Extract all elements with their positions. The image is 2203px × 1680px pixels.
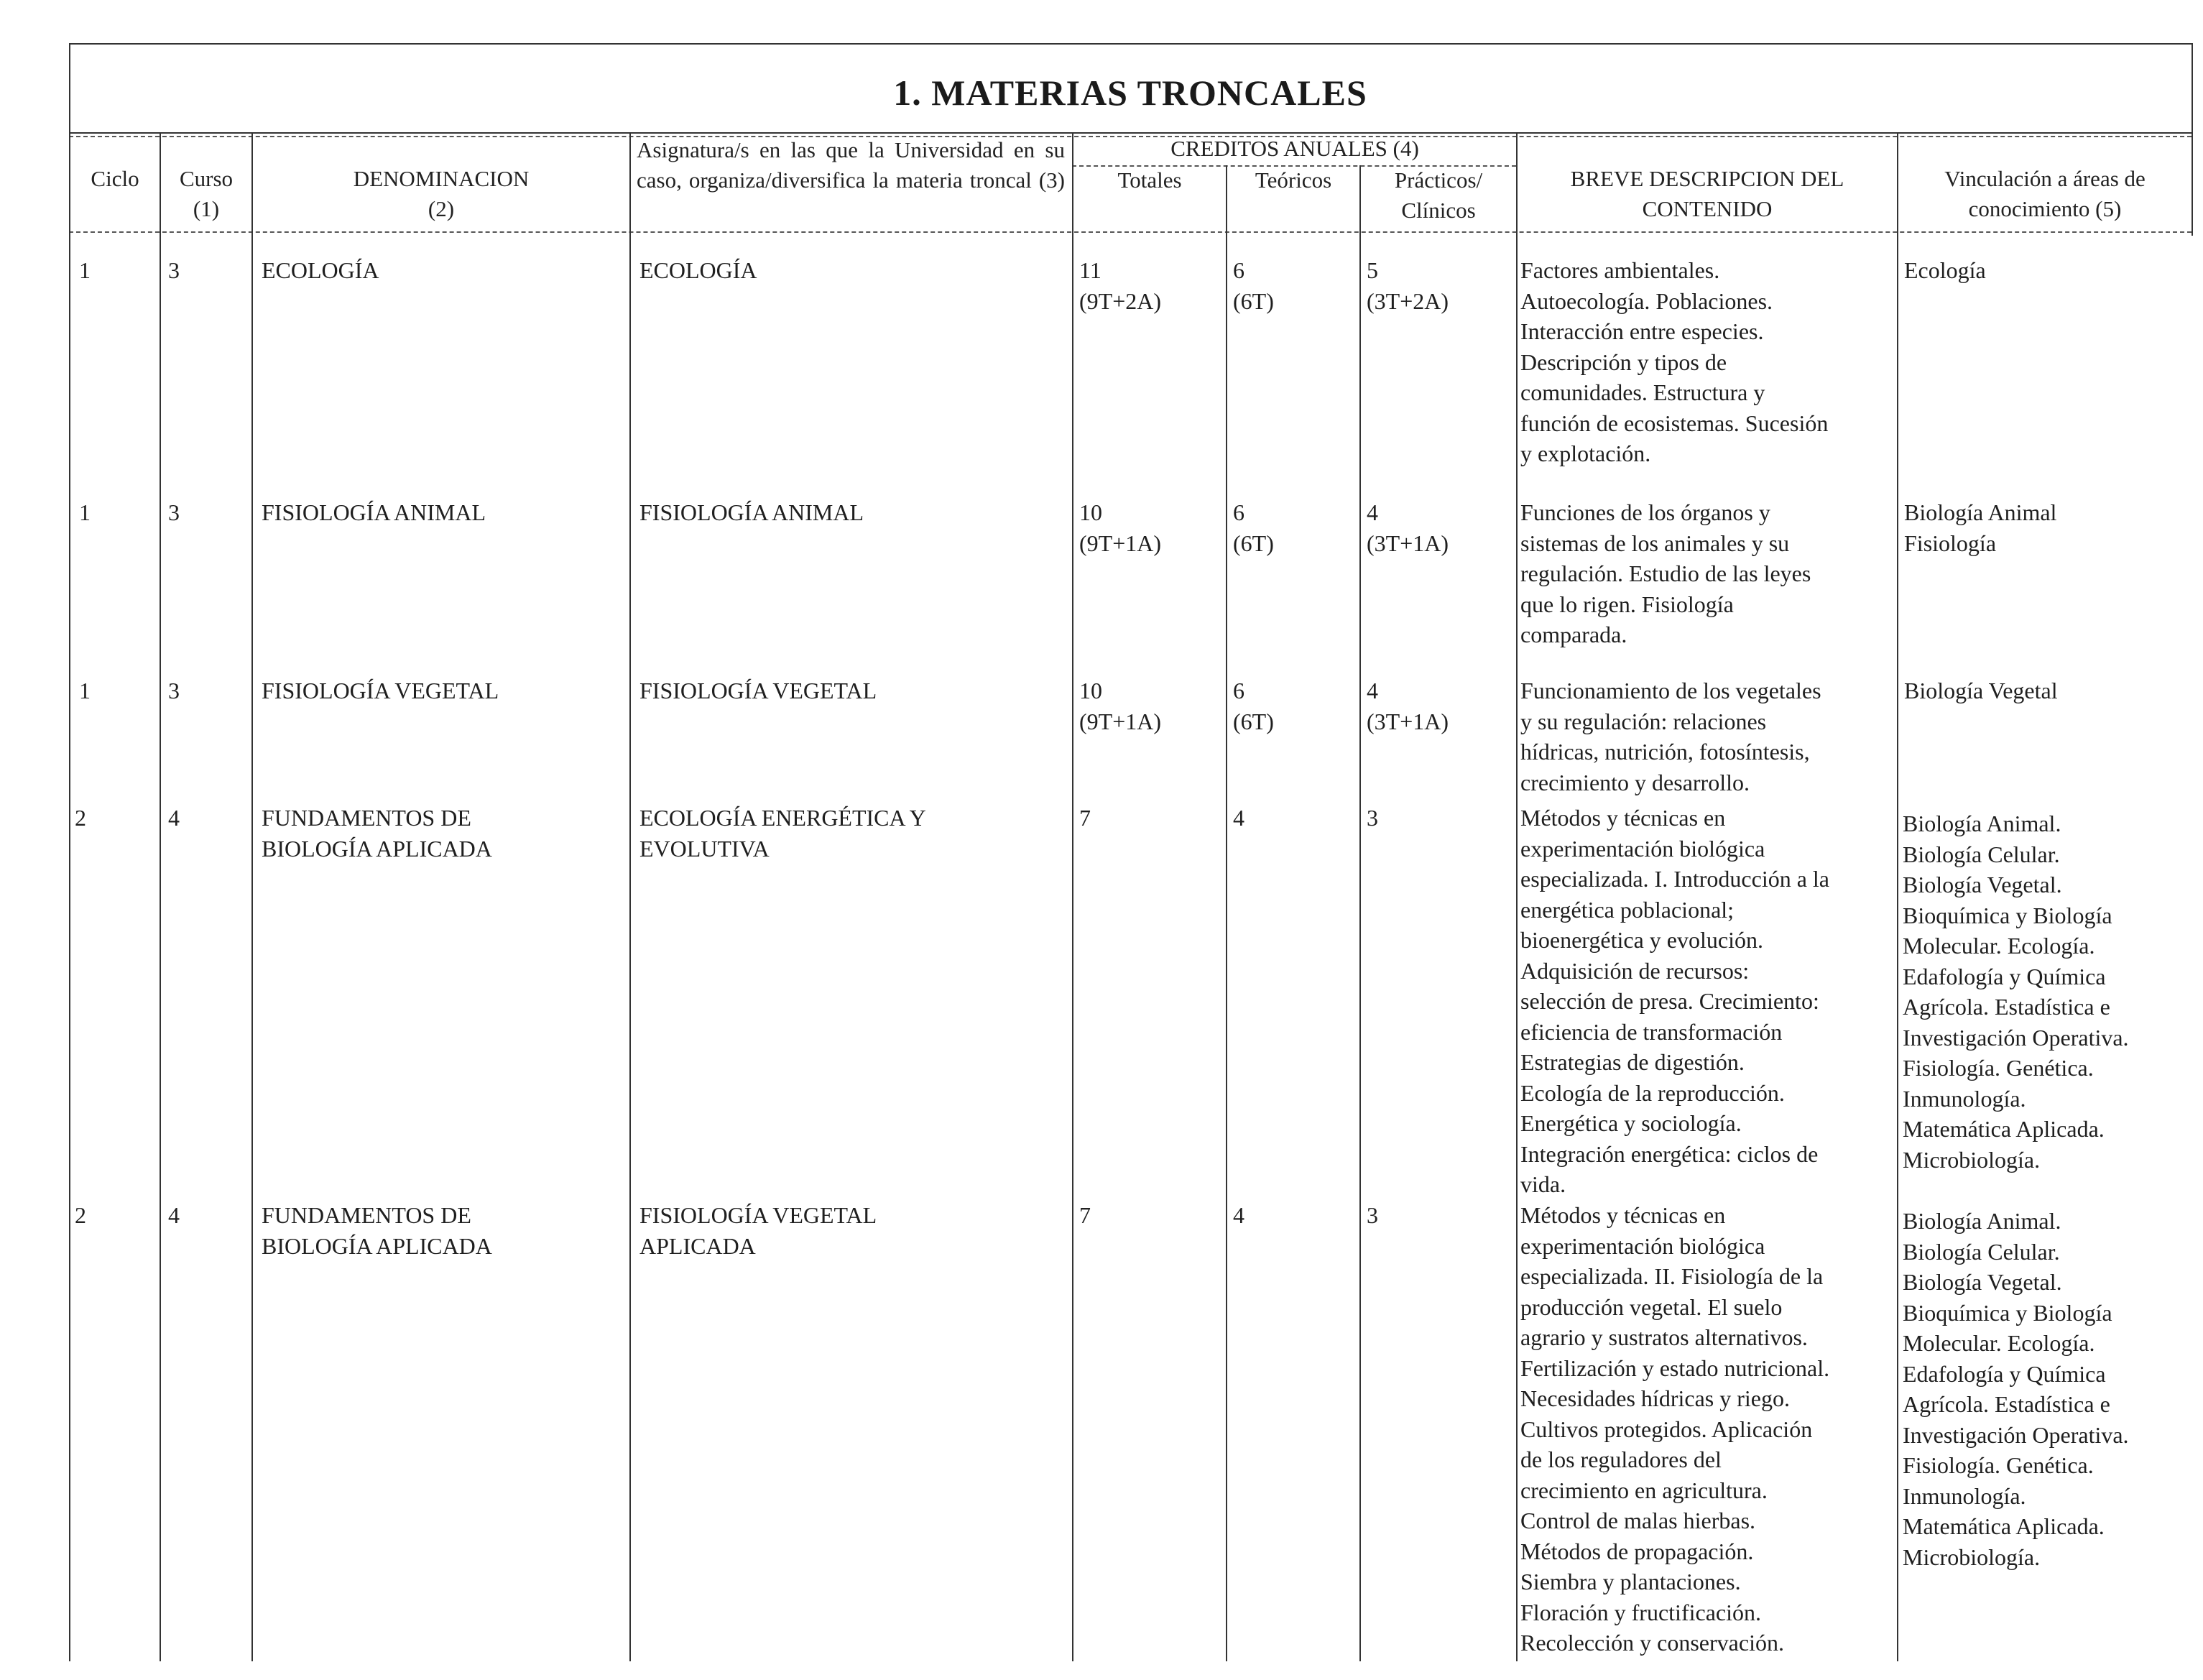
row3-practicos: 4 (3T+1A) bbox=[1367, 678, 1449, 734]
col-divider-practicos bbox=[1359, 165, 1361, 1661]
header-creditos: CREDITOS ANUALES (4) bbox=[1170, 136, 1419, 161]
row5-vinculacion: Biología Animal. Biología Celular. Biología Vegetal. Bioquímica y Biología Molecular. Ecología. Edafología y Química Agrícola. Estadística e Investigación Operativa. Fisiología. Genética. Inmunología. Matemática Aplicada. Microbiología. bbox=[1903, 1208, 2129, 1570]
row3-asignatura: FISIOLOGÍA VEGETAL bbox=[639, 678, 877, 703]
row2-asignatura: FISIOLOGÍA ANIMAL bbox=[639, 499, 864, 525]
border-right bbox=[2192, 43, 2193, 236]
row3-curso: 3 bbox=[168, 678, 180, 703]
col-divider-vinculacion bbox=[1897, 132, 1898, 1661]
header-teoricos: Teóricos bbox=[1255, 167, 1332, 193]
row5-descripcion: Métodos y técnicas en experimentación biológica especializada. II. Fisiología de la producción vegetal. El suelo agrario y sustratos alternativos. Fertilización y estado nutricional. Necesidades hídricas y riego. Cultivos protegidos. Aplicación de los reguladores del crecimiento en agricultura. Control de malas hierbas. Métodos de propagación. Siembra y plantaciones. Floración y fructificación. Recolección y conservación. bbox=[1520, 1202, 1830, 1656]
row5-practicos: 3 bbox=[1367, 1202, 1378, 1228]
row3-teoricos: 6 (6T) bbox=[1233, 678, 1274, 734]
row3-totales: 10 (9T+1A) bbox=[1079, 678, 1162, 734]
row4-totales: 7 bbox=[1079, 805, 1091, 831]
row5-ciclo: 2 bbox=[75, 1202, 86, 1228]
header-asignatura: Asignatura/s en las que la Universidad en su caso, organiza/diversifica la materia troncal (3) bbox=[637, 137, 1065, 193]
row4-curso: 4 bbox=[168, 805, 180, 831]
row1-denominacion: ECOLOGÍA bbox=[262, 257, 379, 283]
row1-practicos: 5 (3T+2A) bbox=[1367, 257, 1449, 314]
col-divider-denominacion bbox=[251, 132, 253, 1661]
header-vinculacion: Vinculación a áreas de conocimiento (5) bbox=[1944, 166, 2146, 221]
header-denominacion: DENOMINACION (2) bbox=[353, 166, 530, 221]
page-title: 1. MATERIAS TRONCALES bbox=[893, 73, 1367, 113]
row4-vinculacion: Biología Animal. Biología Celular. Biología Vegetal. Bioquímica y Biología Molecular. Ecología. Edafología y Química Agrícola. Estadística e Investigación Operativa. Fisiología. Genética. Inmunología. Matemática Aplicada. Microbiología. bbox=[1903, 811, 2129, 1173]
header-practicos: Prácticos/ Clínicos bbox=[1394, 167, 1483, 223]
col-divider-totales bbox=[1072, 132, 1073, 1661]
row2-ciclo: 1 bbox=[79, 499, 91, 525]
row4-asignatura: ECOLOGÍA ENERGÉTICA Y EVOLUTIVA bbox=[639, 805, 926, 862]
row3-ciclo: 1 bbox=[79, 678, 91, 703]
header-descripcion: BREVE DESCRIPCION DEL CONTENIDO bbox=[1570, 166, 1844, 221]
row2-totales: 10 (9T+1A) bbox=[1079, 499, 1162, 556]
header-bottom-rule bbox=[69, 231, 2192, 233]
col-divider-asignatura bbox=[629, 132, 631, 1661]
row3-descripcion: Funcionamiento de los vegetales y su regulación: relaciones hídricas, nutrición, fotosíntesis, crecimiento y desarrollo. bbox=[1520, 678, 1821, 795]
row3-denominacion: FISIOLOGÍA VEGETAL bbox=[262, 678, 499, 703]
row4-denominacion: FUNDAMENTOS DE BIOLOGÍA APLICADA bbox=[262, 805, 492, 862]
row5-totales: 7 bbox=[1079, 1202, 1091, 1228]
row5-denominacion: FUNDAMENTOS DE BIOLOGÍA APLICADA bbox=[262, 1202, 492, 1259]
row2-vinculacion: Biología Animal Fisiología bbox=[1904, 499, 2057, 556]
row2-curso: 3 bbox=[168, 499, 180, 525]
header-totales: Totales bbox=[1117, 167, 1182, 193]
row4-practicos: 3 bbox=[1367, 805, 1378, 831]
header-curso: Curso (1) bbox=[179, 166, 234, 221]
row5-asignatura: FISIOLOGÍA VEGETAL APLICADA bbox=[639, 1202, 877, 1259]
row1-asignatura: ECOLOGÍA bbox=[639, 257, 757, 283]
row1-teoricos: 6 (6T) bbox=[1233, 257, 1274, 314]
row4-ciclo: 2 bbox=[75, 805, 86, 831]
col-divider-teoricos bbox=[1226, 165, 1227, 1661]
table-top-border bbox=[69, 43, 2192, 45]
row1-curso: 3 bbox=[168, 257, 180, 283]
border-left bbox=[69, 43, 70, 1661]
col-divider-curso bbox=[160, 132, 161, 1661]
row3-vinculacion: Biología Vegetal bbox=[1904, 678, 2058, 703]
row5-teoricos: 4 bbox=[1233, 1202, 1244, 1228]
row1-descripcion: Factores ambientales. Autoecología. Poblaciones. Interacción entre especies. Descripción y tipos de comunidades. Estructura y función de ecosistemas. Sucesión y explotación. bbox=[1520, 257, 1829, 466]
row4-teoricos: 4 bbox=[1233, 805, 1244, 831]
row1-ciclo: 1 bbox=[79, 257, 91, 283]
col-divider-descripcion bbox=[1516, 132, 1518, 1661]
row2-descripcion: Funciones de los órganos y sistemas de los animales y su regulación. Estudio de las leyes que lo rigen. Fisiología comparada. bbox=[1520, 499, 1811, 647]
row2-practicos: 4 (3T+1A) bbox=[1367, 499, 1449, 556]
row5-curso: 4 bbox=[168, 1202, 180, 1228]
row4-descripcion: Métodos y técnicas en experimentación biológica especializada. I. Introducción a la energética poblacional; bioenergética y evolución. Adquisición de recursos: selección de presa. Crecimiento: eficiencia de transformación Estrategias de digestión. Ecología de la reproducción. Energética y sociología. Integración energética: ciclos de vida. bbox=[1520, 805, 1829, 1197]
header-ciclo: Ciclo bbox=[91, 166, 139, 191]
row2-denominacion: FISIOLOGÍA ANIMAL bbox=[262, 499, 486, 525]
row1-totales: 11 (9T+2A) bbox=[1079, 257, 1162, 314]
row2-teoricos: 6 (6T) bbox=[1233, 499, 1274, 556]
row1-vinculacion: Ecología bbox=[1904, 257, 1986, 283]
